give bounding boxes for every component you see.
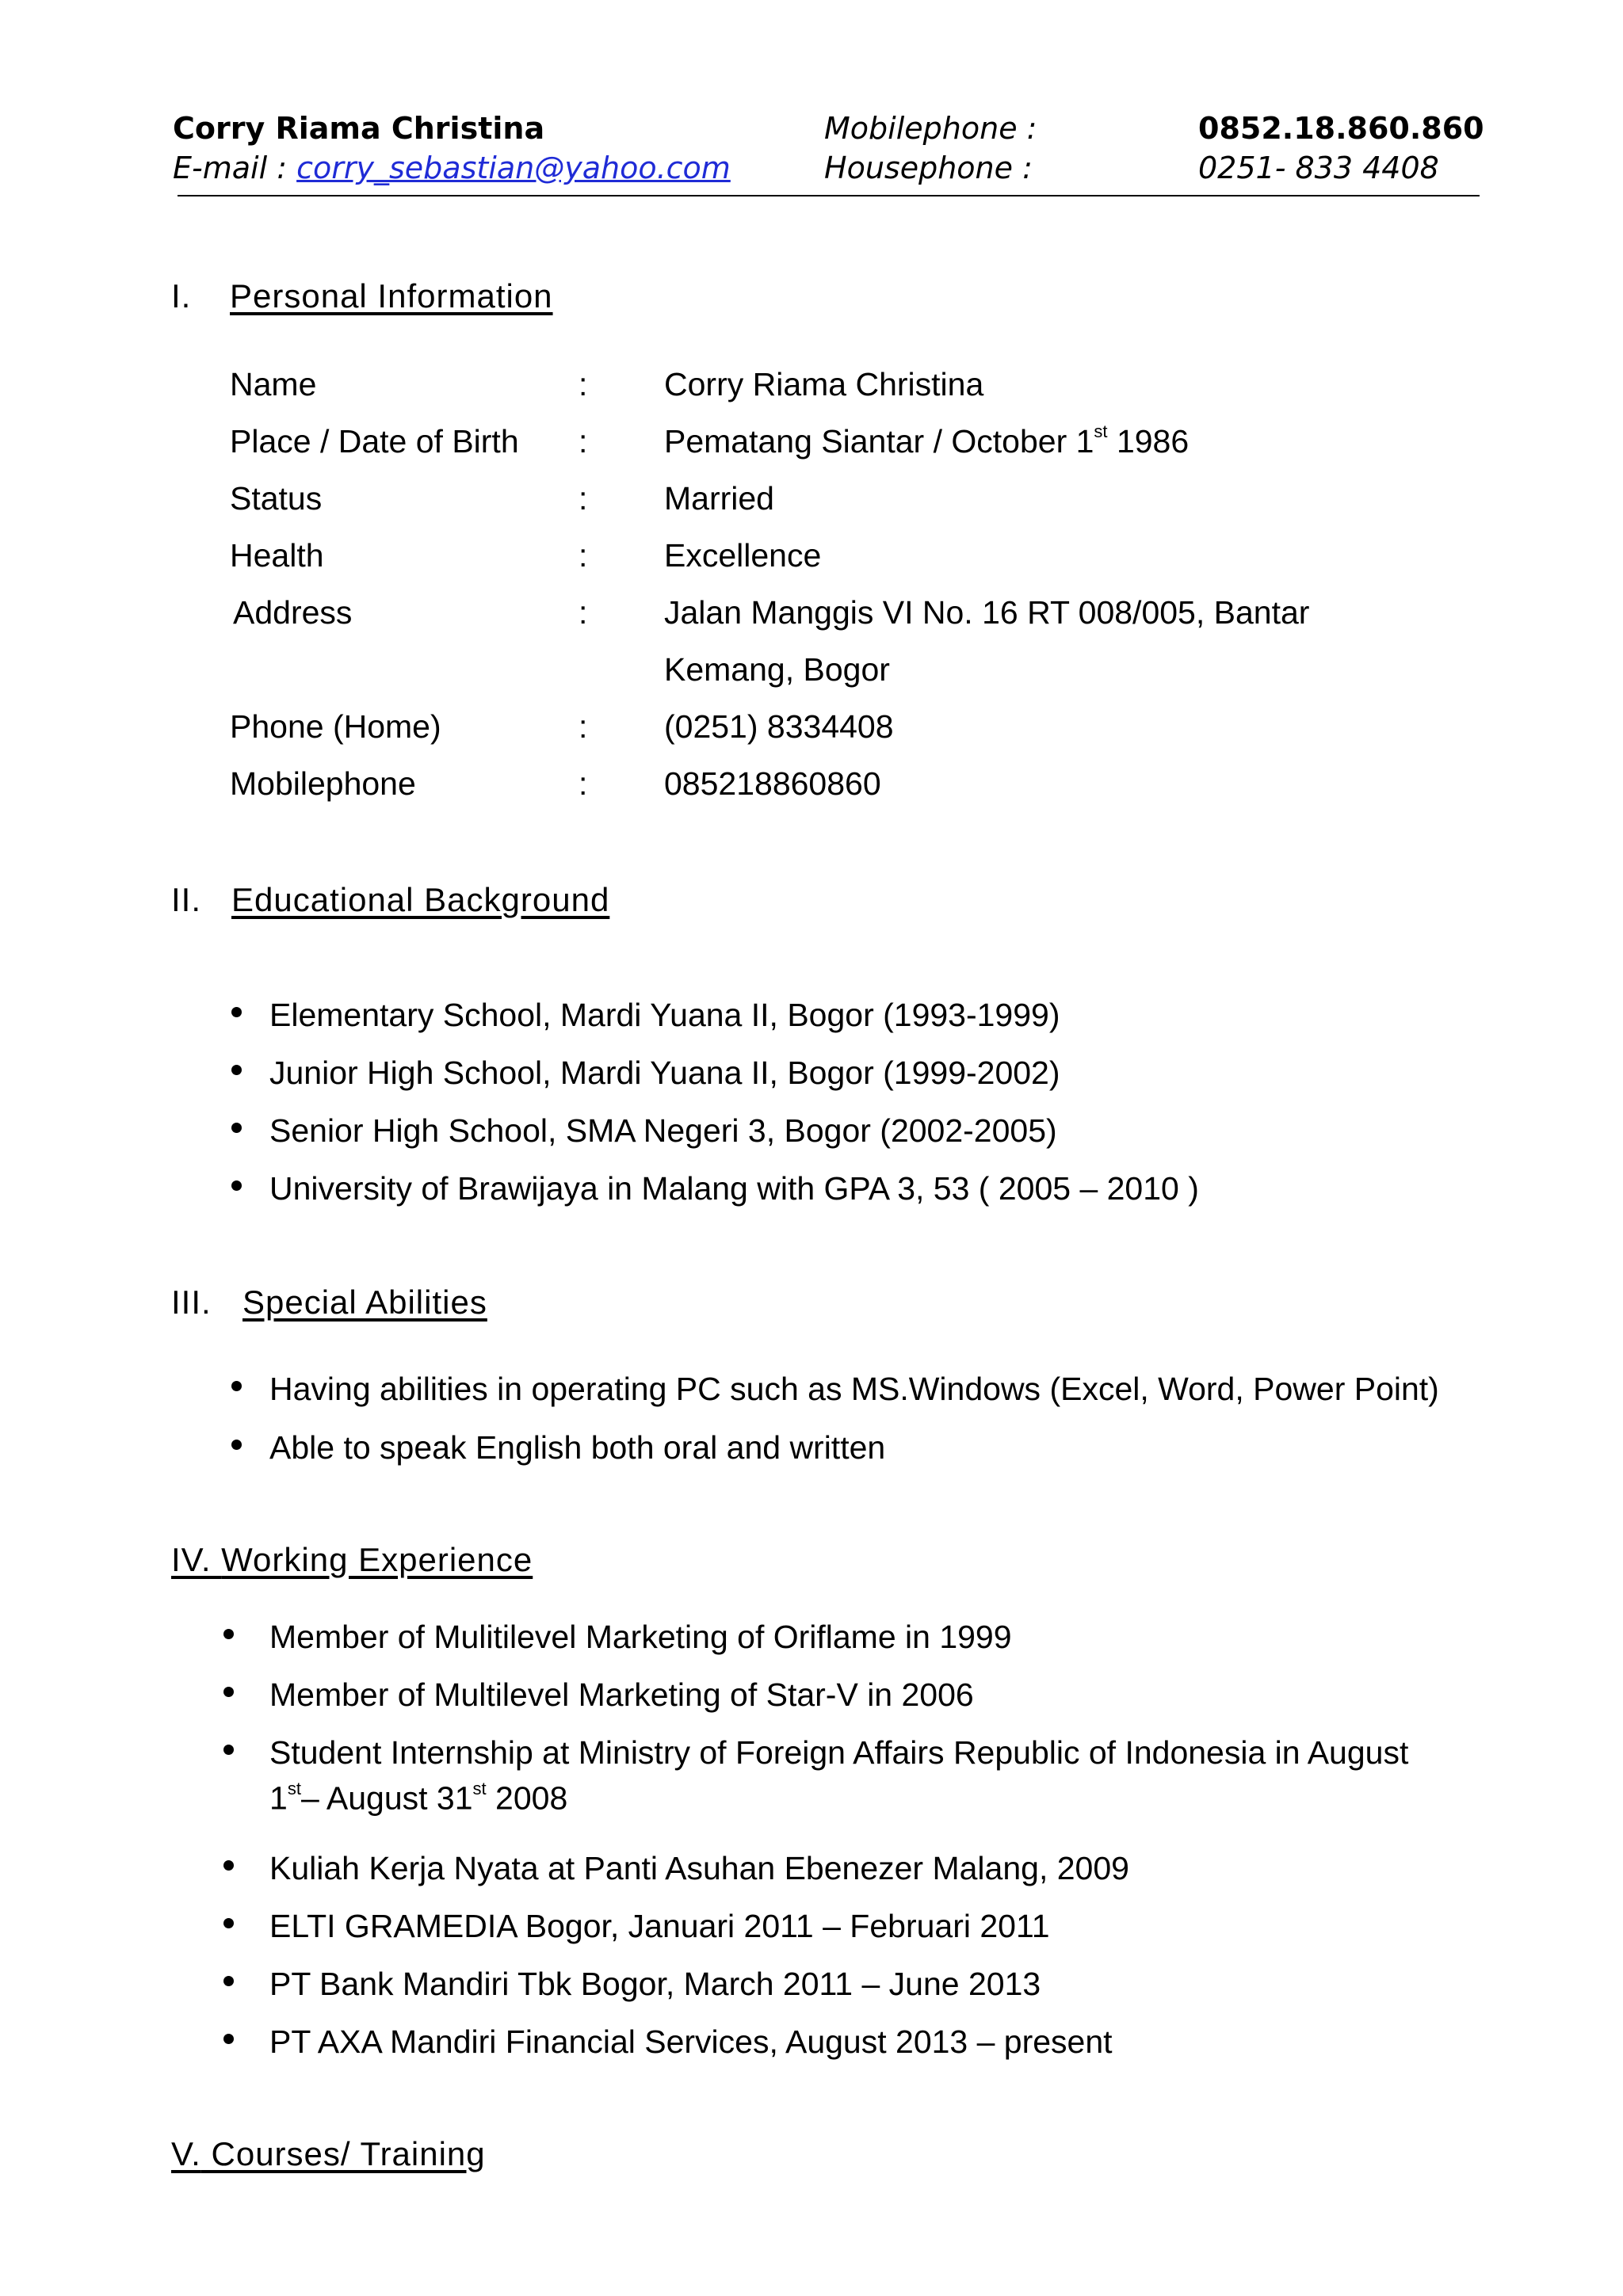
personal-row-health: Health : Excellence: [230, 537, 822, 574]
bullet-icon: [231, 1440, 242, 1450]
personal-row-name: Name : Corry Riama Christina: [230, 366, 984, 402]
email-label: E-mail :: [173, 151, 288, 185]
list-item: Student Internship at Ministry of Foreign Affairs Republic of Indonesia in August 1st– August 31st 2008: [0, 1724, 1623, 1838]
list-item: Able to speak English both oral and written: [0, 1419, 1623, 1476]
personal-row-mobile: Mobilephone : 085218860860: [230, 765, 881, 802]
list-item: Kuliah Kerja Nyata at Panti Asuhan Ebenezer Malang, 2009: [0, 1840, 1623, 1897]
header-mobile-label: Mobilephone :: [824, 111, 1037, 146]
list-item: Member of Mulitilevel Marketing of Oriflame in 1999: [0, 1608, 1623, 1665]
bullet-icon: [231, 1007, 242, 1017]
section-work-heading: IV. Working Experience: [171, 1541, 533, 1578]
personal-row-phone: Phone (Home) : (0251) 8334408: [230, 708, 894, 745]
bullet-icon: [223, 1976, 234, 1986]
bullet-icon: [231, 1065, 242, 1075]
section-courses-heading: V. Courses/ Training: [171, 2135, 486, 2172]
list-item: Senior High School, SMA Negeri 3, Bogor (2002-2005): [0, 1102, 1623, 1159]
list-item: PT AXA Mandiri Financial Services, August 2013 – present: [0, 2013, 1623, 2070]
personal-row-birth: Place / Date of Birth : Pematang Siantar / October 1st 1986: [230, 421, 1190, 460]
header-divider: [178, 195, 1480, 196]
bullet-icon: [223, 1918, 234, 1928]
bullet-icon: [231, 1381, 242, 1391]
bullet-icon: [223, 1745, 234, 1755]
list-item: ELTI GRAMEDIA Bogor, Januari 2011 – Februari 2011: [0, 1897, 1623, 1955]
list-item: Elementary School, Mardi Yuana II, Bogor (1993-1999): [0, 986, 1623, 1043]
bullet-icon: [223, 2034, 234, 2044]
bullet-icon: [223, 1860, 234, 1871]
header-mobile-value: 0852.18.860.860: [1198, 111, 1484, 146]
list-item: Member of Multilevel Marketing of Star-V in 2006: [0, 1666, 1623, 1723]
header-house-value: 0251- 833 4408: [1198, 151, 1439, 185]
header-name: Corry Riama Christina: [173, 111, 545, 146]
header-email-row: [173, 151, 731, 185]
list-item: University of Brawijaya in Malang with GPA 3, 53 ( 2005 – 2010 ): [0, 1160, 1623, 1217]
section-abilities-heading: III. Special Abilities: [171, 1283, 487, 1321]
email-link[interactable]: corry_sebastian@yahoo.com: [296, 151, 731, 185]
personal-row-address-cont: Kemang, Bogor: [664, 651, 890, 688]
bullet-icon: [223, 1629, 234, 1639]
bullet-icon: [231, 1123, 242, 1133]
list-item: Junior High School, Mardi Yuana II, Bogor (1999-2002): [0, 1044, 1623, 1101]
section-education-heading: II. Educational Background: [171, 881, 610, 918]
header-house-label: Housephone :: [824, 151, 1033, 185]
bullet-icon: [223, 1687, 234, 1697]
list-item: PT Bank Mandiri Tbk Bogor, March 2011 – June 2013: [0, 1955, 1623, 2012]
personal-row-status: Status : Married: [230, 480, 774, 517]
personal-row-address: Address : Jalan Manggis VI No. 16 RT 008/005, Bantar: [233, 594, 1310, 631]
bullet-icon: [231, 1180, 242, 1191]
list-item: Having abilities in operating PC such as MS.Windows (Excel, Word, Power Point): [0, 1360, 1623, 1417]
section-personal-heading: I. Personal Information: [171, 277, 553, 315]
